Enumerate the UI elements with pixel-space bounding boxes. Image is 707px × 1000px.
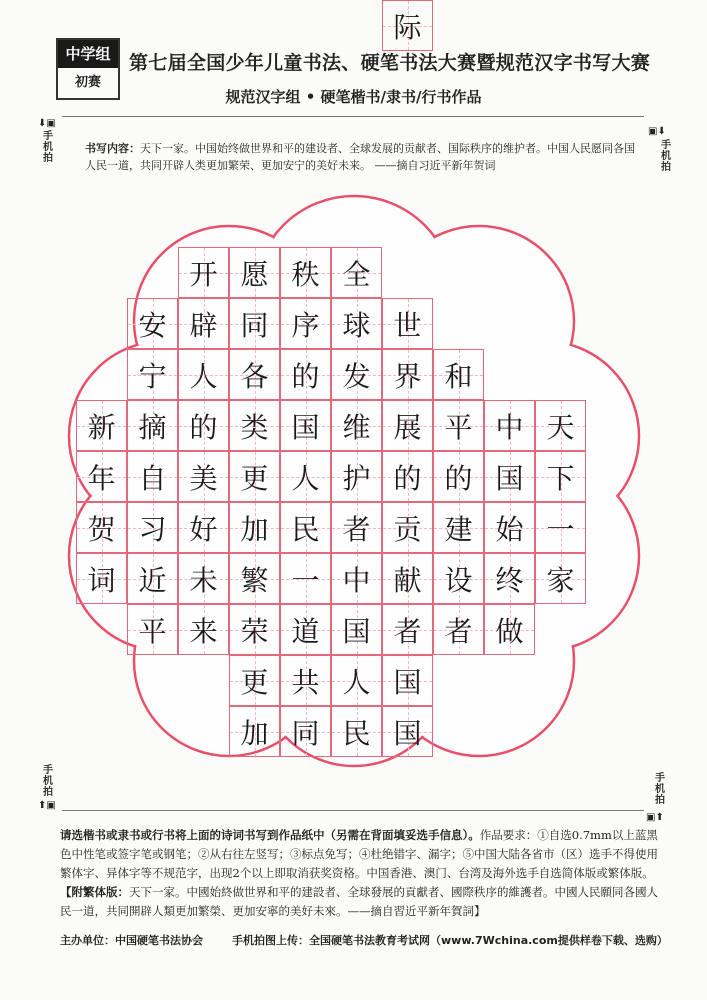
camera-marker-icon: ⬇▣ [38,118,56,129]
grid-cell [178,298,229,349]
badge-group-label: 中学组 [58,40,118,68]
instructions [60,826,660,921]
grid-cell [280,298,331,349]
grid-cell [535,400,586,451]
grid-cell [76,400,127,451]
grid-char: 来 [189,614,218,648]
grid-char: 国 [393,716,422,750]
grid-cell [127,502,178,553]
grid-char: 贺 [87,512,116,546]
grid-char: 终 [495,563,524,597]
grid-cell [331,553,382,604]
grid-cell [382,604,433,655]
content-text: 天下一家。中国始终做世界和平的建设者、全球发展的贡献者、国际秩序的维护者。中国人民愿同各国人民一道，共同开辟人类更加繁荣、更加安宁的美好未来。 ——摘自习近平新年贺词 [85,142,635,172]
grid-cell [229,298,280,349]
grid-cell [280,502,331,553]
grid-char: 的 [291,359,320,393]
grid-char: 一 [291,563,320,597]
top-divider [62,116,644,117]
grid-cell [127,451,178,502]
grid-char: 愿 [240,257,269,291]
side-label-top-left: 手机拍 [43,131,53,164]
grid-char: 世 [393,308,422,342]
grid-cell [280,553,331,604]
grid-cell [178,400,229,451]
grid-cell [229,655,280,706]
grid-cell [127,553,178,604]
grid-cell [229,349,280,400]
grid-cell [280,706,331,757]
grid-char: 平 [444,410,473,444]
grid-char: 更 [240,461,269,495]
grid-char: 中 [342,563,371,597]
grid-cell [280,247,331,298]
grid-cell [331,706,382,757]
grid-char: 始 [495,512,524,546]
grid-char: 荣 [240,614,269,648]
grid-char: 好 [189,512,218,546]
grid-char: 中 [495,410,524,444]
grid-char: 摘 [138,410,167,444]
grid-char: 天 [546,410,575,444]
grid-char: 更 [240,665,269,699]
grid-cell [433,604,484,655]
grid-char: 辟 [189,308,218,342]
side-label-top-right: 手机拍 [661,140,671,173]
grid-cell [280,400,331,451]
grid-cell [178,349,229,400]
grid-char: 民 [291,512,320,546]
appendix-label: 【附繁体版： [60,885,129,899]
grid-char: 做 [495,614,524,648]
grid-char: 秩 [291,257,320,291]
grid-cell [331,604,382,655]
grid-cell [382,706,433,757]
grid-char: 护 [342,461,371,495]
grid-cell [229,553,280,604]
grid-char: 词 [87,563,116,597]
side-label-bottom-right: 手机拍 [655,773,665,806]
grid-char: 国 [342,614,371,648]
grid-cell [382,655,433,706]
grid-char: 繁 [240,563,269,597]
grid-cell [178,451,229,502]
grid-cell [484,451,535,502]
grid-cell [331,502,382,553]
grid-char: 家 [546,563,575,597]
camera-marker-icon: ⬆▣ [38,800,56,811]
grid-char: 平 [138,614,167,648]
grid-cell [382,0,433,51]
grid-char: 际 [393,10,422,44]
grid-char: 宁 [138,359,167,393]
grid-cell [484,502,535,553]
grid-char: 人 [342,665,371,699]
appendix-text: 天下一家。中國始終做世界和平的建設者、全球發展的貢獻者、國際秩序的維護者。中國人民願同各國人民一道，共同開辟人類更加繁榮、更加安寧的美好未來。——摘自習近平新年賀詞】 [60,885,658,918]
grid-char: 展 [393,410,422,444]
grid-char: 新 [87,410,116,444]
badge-round-label: 初赛 [74,75,101,90]
grid-char: 开 [189,257,218,291]
grid-char: 未 [189,563,218,597]
grid-char: 道 [291,614,320,648]
grid-cell [484,604,535,655]
grid-cell [76,451,127,502]
camera-marker-icon: ▣⬇ [648,126,666,137]
grid-char: 年 [87,461,116,495]
grid-char: 的 [189,410,218,444]
grid-cell [433,502,484,553]
grid-char: 自 [138,461,167,495]
grid-cell [280,604,331,655]
grid-cell [535,502,586,553]
camera-marker-icon: ▣⬆ [646,812,664,823]
grid-cell [229,706,280,757]
grid-char: 国 [495,461,524,495]
grid-cell [433,451,484,502]
page-subtitle: 规范汉字组 • 硬笔楷书/隶书/行书作品 [225,88,482,106]
grid-cell [433,349,484,400]
grid-cell [535,553,586,604]
grid-char: 下 [546,461,575,495]
grid-cell [127,604,178,655]
writing-content [85,140,645,174]
grid-char: 全 [342,257,371,291]
grid-char: 同 [240,308,269,342]
grid-cell [280,349,331,400]
grid-cell [229,604,280,655]
instructions-requirements: 作品要求：①自选0.7mm以上蓝黑色中性笔或签字笔或钢笔；②从右往左竖写；③标点免写；④杜绝错字、漏字；⑤中国大陆各省市（区）选手不得使用繁体字、异体字等不规范字，出现2个以上即取消获奖资格。中国香港、澳门、台湾及海外选手自选简体版或繁体版。 [60,828,658,880]
grid-char: 加 [240,716,269,750]
grid-cell [535,451,586,502]
bottom-divider [62,810,644,811]
grid-char: 类 [240,410,269,444]
content-label: 书写内容： [85,142,140,155]
grid-cell [229,400,280,451]
grid-cell [76,502,127,553]
footer-organizer: 主办单位：中国硬笔书法协会 [60,934,203,947]
grid-char: 民 [342,716,371,750]
grid-cell [127,298,178,349]
grid-cell [433,553,484,604]
side-label-bottom-left: 手机拍 [43,765,53,798]
grid-char: 国 [291,410,320,444]
grid-cell [331,247,382,298]
grid-cell [433,400,484,451]
grid-char: 各 [240,359,269,393]
grid-char: 建 [444,512,473,546]
grid-char: 者 [393,614,422,648]
grid-cell [484,553,535,604]
grid-cell [76,553,127,604]
grid-char: 人 [291,461,320,495]
grid-cell [331,451,382,502]
grid-char: 国 [393,665,422,699]
grid-cell [382,451,433,502]
grid-char: 献 [393,563,422,597]
grid-cell [331,298,382,349]
grid-cell [178,553,229,604]
grid-char: 的 [393,461,422,495]
grid-char: 美 [189,461,218,495]
page-title: 第七届全国少年儿童书法、硬笔书法大赛暨规范汉字书写大赛 [129,52,651,74]
grid-cell [178,247,229,298]
grid-char: 者 [444,614,473,648]
grid-char: 人 [189,359,218,393]
grid-char: 安 [138,308,167,342]
grid-cell [484,400,535,451]
grid-char: 习 [138,512,167,546]
grid-cell [382,349,433,400]
grid-char: 加 [240,512,269,546]
grid-char: 球 [342,308,371,342]
grid-cell [127,349,178,400]
grid-char: 维 [342,410,371,444]
grid-char: 界 [393,359,422,393]
footer-upload: 手机拍图上传：全国硬笔书法教育考试网（www.7Wchina.com提供样卷下载、选购） [232,934,668,947]
grid-cell [229,502,280,553]
grid-cell [229,451,280,502]
grid-char: 贡 [393,512,422,546]
grid-cell [127,400,178,451]
grid-char: 发 [342,359,371,393]
grid-char: 一 [546,512,575,546]
grid-cell [382,400,433,451]
grid-char: 近 [138,563,167,597]
grid-cell [280,451,331,502]
grid-char: 同 [291,716,320,750]
grid-char: 共 [291,665,320,699]
grid-char: 的 [444,461,473,495]
grid-cell [178,604,229,655]
grid-cell [331,400,382,451]
grid-char: 和 [444,359,473,393]
grid-cell [331,655,382,706]
grid-cell [331,349,382,400]
grid-char: 序 [291,308,320,342]
grid-char: 设 [444,563,473,597]
grid-char: 者 [342,512,371,546]
grid-cell [229,247,280,298]
instructions-lead: 请选楷书或隶书或行书将上面的诗词书写到作品纸中（另需在背面填妥选手信息）。 [60,828,480,842]
grid-cell [382,502,433,553]
grid-cell [280,655,331,706]
grid-cell [382,298,433,349]
grid-cell [178,502,229,553]
grid-cell [382,553,433,604]
